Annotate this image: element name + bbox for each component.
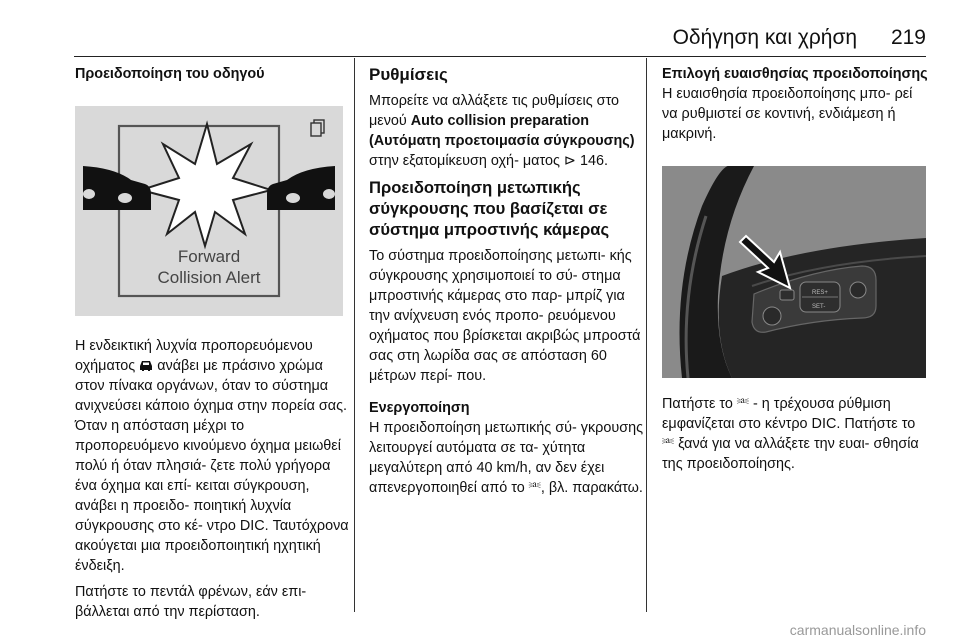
paragraph-settings (369, 91, 647, 171)
text-fragment: ξανά για να αλλάξετε την ευαι- σθησία της προειδοποίησης. (662, 436, 919, 472)
column-3 (662, 64, 930, 480)
page-number: 219 (890, 26, 926, 49)
text-fragment: - η τρέχουσα ρύθμιση εμφανίζεται στο κέντρο DIC. Πατήστε το (662, 396, 916, 432)
paragraph-press (662, 394, 930, 474)
figure-text-forward: Forward (177, 247, 241, 266)
collision-sensitivity-icon: ⎃ (528, 480, 541, 496)
header-rule (74, 56, 926, 57)
steering-wheel-figure (662, 166, 926, 378)
page-reference: 146. (579, 153, 608, 169)
section-heading-driver-warning: Προειδοποίηση του οδηγού (75, 66, 265, 82)
page-header (673, 26, 926, 50)
collision-sensitivity-icon: ⎃ (736, 396, 749, 412)
vehicle-ahead-icon (139, 360, 153, 372)
subheading-sensitivity: Επιλογή ευαισθησίας προειδοποίησης (662, 66, 928, 82)
paragraph-camera: Το σύστημα προειδοποίησης μετωπι- κής σύγκρουσης χρησιμοποιεί το σύ- στημα μπροστινής κάμερας στο παρ- μπρίζ για την ανίχνευση ενός προπο- ρευόμενου οχήματος που βρίσκεται ακριβώς μπροστά σας στη λωρίδα σας σε απόσταση 60 μέτρων περί- που. (369, 248, 641, 384)
text-fragment: ανάβει με πράσινο χρώμα στον πίνακα οργάνων, όταν το σύστημα ανιχνεύσει κάποιο όχημα στην πορεία σας. Όταν η απόσταση μέχρι το προπορευόμενο κινούμενο όχημα μειωθεί πολύ ή όταν πλησιά- ζετε πολύ γρήγορα ένα όχημα και επί- κειται σύγκρουση, ανάβει η προειδο- ποιητική λυχνία σύγκρουσης στο κέ- ντρο DIC. Ταυτόχρονα ακούγεται μια προειδοποιητική ηχητική ένδειξη. (75, 358, 349, 574)
text-fragment: Πατήστε το (662, 396, 733, 412)
svg-text:SET-: SET- (812, 304, 826, 310)
document-icon (311, 120, 324, 136)
steering-wheel-illustration (662, 166, 926, 378)
section-heading-camera-fcw: Προειδοποίηση μετωπικής σύγκρουσης που βασίζεται σε σύστημα μπροστινής κάμερας (369, 178, 610, 239)
starburst-icon (141, 124, 271, 246)
column-2 (369, 64, 647, 504)
section-heading-settings: Ρυθμίσεις (369, 65, 448, 84)
text-fragment: Η προειδοποίηση μετωπικής σύ- γκρουσης λειτουργεί αυτόματα σε τα- χύτητα μεγαλύτερη από 40 km/h, αν δεν έχει απενεργοποιηθεί από το (369, 420, 644, 496)
page-title: Οδήγηση και χρήση (672, 26, 858, 49)
forward-collision-alert-figure (75, 106, 343, 316)
column-1 (75, 64, 351, 628)
svg-text:RES+: RES+ (812, 290, 828, 296)
page-reference-icon: ⊳ (563, 153, 576, 169)
left-car-icon (83, 166, 151, 210)
text-fragment: , βλ. παρακάτω. (540, 480, 643, 496)
watermark: carmanualsonline.info (789, 622, 926, 638)
paragraph-indicator (75, 336, 351, 576)
menu-name: Auto collision preparation (Αυτόματη προετοιμασία σύγκρουσης) (369, 113, 635, 149)
text-fragment: στην εξατομίκευση οχή- ματος (369, 153, 560, 169)
paragraph-brake: Πατήστε το πεντάλ φρένων, εάν επι- βάλλεται από την περίσταση. (75, 584, 307, 620)
paragraph-sensitivity: Η ευαισθησία προειδοποίησης μπο- ρεί να ρυθμιστεί σε κοντινή, ενδιάμεση ή μακρινή. (662, 86, 913, 142)
right-car-icon (267, 166, 335, 210)
subheading-activation: Ενεργοποίηση (369, 400, 470, 416)
figure-text-collision-alert: Collision Alert (157, 268, 261, 287)
paragraph-activation (369, 418, 647, 498)
figure-caption (75, 246, 343, 288)
collision-sensitivity-icon: ⎃ (662, 436, 675, 452)
text-fragment: Η ενδεικτική λυχνία προπορευόμενου οχήματος (75, 338, 313, 374)
text-fragment: Μπορείτε να αλλάξετε τις ρυθμίσεις στο μενού (369, 93, 620, 129)
column-divider-1 (354, 58, 355, 612)
